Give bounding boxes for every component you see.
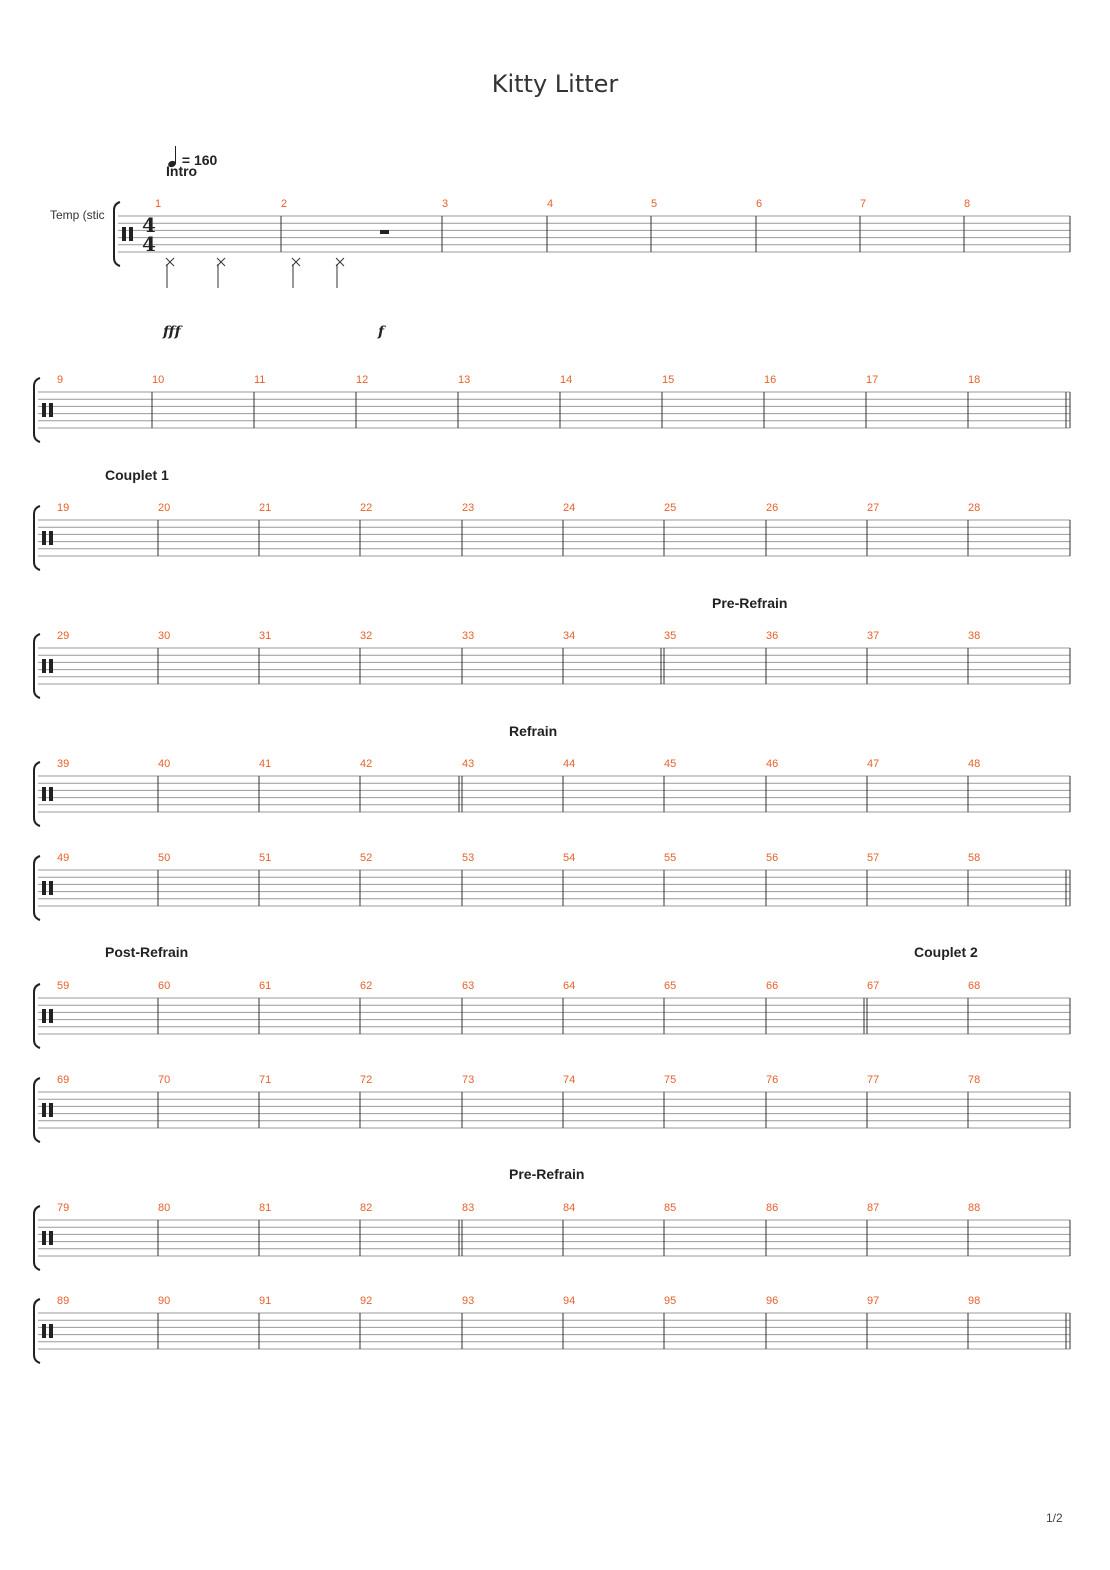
system-bracket <box>34 378 40 442</box>
percussion-clef-icon <box>42 403 46 417</box>
staff-system-5 <box>34 758 1070 826</box>
measure-number: 89 <box>57 1295 70 1307</box>
percussion-clef-icon <box>129 227 133 241</box>
system-bracket <box>34 634 40 698</box>
measure-number: 35 <box>664 630 677 642</box>
measure-number: 23 <box>462 502 475 514</box>
measure-number: 15 <box>662 374 675 386</box>
measure-number: 33 <box>462 630 475 642</box>
measure-number: 48 <box>968 758 981 770</box>
measure-number: 1 <box>155 198 162 210</box>
staff-system-9 <box>34 1202 1070 1270</box>
measure-number: 5 <box>651 198 658 210</box>
measure-number: 78 <box>968 1074 981 1086</box>
measure-number: 41 <box>259 758 272 770</box>
measure-number: 30 <box>158 630 171 642</box>
measure-number: 18 <box>968 374 981 386</box>
measure-number: 28 <box>968 502 981 514</box>
percussion-clef-icon <box>42 531 46 545</box>
measure-number: 43 <box>462 758 475 770</box>
measure-number: 52 <box>360 852 373 864</box>
measure-number: 42 <box>360 758 373 770</box>
measure-number: 65 <box>664 980 677 992</box>
measure-number: 76 <box>766 1074 779 1086</box>
time-signature-denominator: 4 <box>142 232 156 256</box>
percussion-clef-icon <box>49 659 53 673</box>
measure-number: 72 <box>360 1074 373 1086</box>
measure-number: 82 <box>360 1202 373 1214</box>
measure-number: 90 <box>158 1295 171 1307</box>
percussion-clef-icon <box>42 787 46 801</box>
measure-number: 29 <box>57 630 70 642</box>
staff-system-1 <box>114 198 1070 266</box>
measure-number: 94 <box>563 1295 576 1307</box>
percussion-clef-icon <box>49 787 53 801</box>
measure-number: 80 <box>158 1202 171 1214</box>
measure-number: 56 <box>766 852 779 864</box>
measure-number: 96 <box>766 1295 779 1307</box>
staff-system-6 <box>34 852 1070 920</box>
measure-number: 37 <box>867 630 880 642</box>
staff-system-10 <box>34 1295 1070 1363</box>
section-label-couplet-2: Couplet 2 <box>914 944 978 960</box>
measure-number: 59 <box>57 980 70 992</box>
measure-number: 51 <box>259 852 272 864</box>
measure-number: 58 <box>968 852 981 864</box>
measure-number: 73 <box>462 1074 475 1086</box>
measure-number: 7 <box>860 198 867 210</box>
measure-number: 34 <box>563 630 576 642</box>
measure-number: 2 <box>281 198 288 210</box>
section-label-refrain: Refrain <box>509 723 558 739</box>
measure-number: 11 <box>254 374 266 386</box>
section-label-couplet-1: Couplet 1 <box>105 467 169 483</box>
measure-number: 10 <box>152 374 165 386</box>
measure-number: 67 <box>867 980 880 992</box>
measure-number: 31 <box>259 630 272 642</box>
measure-number: 79 <box>57 1202 70 1214</box>
measure-number: 39 <box>57 758 70 770</box>
measure-number: 32 <box>360 630 373 642</box>
percussion-clef-icon <box>49 1324 53 1338</box>
measure-number: 84 <box>563 1202 576 1214</box>
time-signature-numerator: 4 <box>142 213 156 237</box>
measure-number: 55 <box>664 852 677 864</box>
measure-number: 74 <box>563 1074 576 1086</box>
percussion-clef-icon <box>42 1103 46 1117</box>
measure-number: 93 <box>462 1295 475 1307</box>
system-bracket <box>34 1206 40 1270</box>
measure-number: 91 <box>259 1295 272 1307</box>
measure-number: 14 <box>560 374 573 386</box>
measure-number: 70 <box>158 1074 171 1086</box>
measure-number: 40 <box>158 758 171 770</box>
measure-number: 60 <box>158 980 171 992</box>
measure-number: 95 <box>664 1295 677 1307</box>
measure-number: 97 <box>867 1295 880 1307</box>
percussion-clef-icon <box>42 881 46 895</box>
measure-number: 68 <box>968 980 981 992</box>
measure-number: 77 <box>867 1074 880 1086</box>
measure-number: 64 <box>563 980 576 992</box>
measure-number: 8 <box>964 198 971 210</box>
measure-number: 44 <box>563 758 576 770</box>
staff-system-2 <box>34 374 1070 442</box>
measure-number: 87 <box>867 1202 880 1214</box>
measure-number: 53 <box>462 852 475 864</box>
measure-number: 20 <box>158 502 171 514</box>
measure-number: 36 <box>766 630 779 642</box>
percussion-clef-icon <box>49 1231 53 1245</box>
measure-number: 75 <box>664 1074 677 1086</box>
percussion-clef-icon <box>49 881 53 895</box>
measure-number: 24 <box>563 502 576 514</box>
section-label-pre-refrain-2: Pre-Refrain <box>509 1166 585 1182</box>
measure-number: 88 <box>968 1202 981 1214</box>
percussion-clef-icon <box>42 1231 46 1245</box>
intro-notes <box>166 258 344 288</box>
instrument-label: Temp (stic <box>50 208 105 222</box>
measure-number: 17 <box>866 374 879 386</box>
measure-number: 16 <box>764 374 777 386</box>
staff-system-3 <box>34 502 1070 570</box>
dynamic-f: f <box>378 324 385 340</box>
measure-number: 54 <box>563 852 576 864</box>
percussion-clef-icon <box>49 1103 53 1117</box>
measure-number: 3 <box>442 198 449 210</box>
measure-number: 25 <box>664 502 677 514</box>
measure-number: 69 <box>57 1074 70 1086</box>
measure-number: 98 <box>968 1295 981 1307</box>
measure-number: 86 <box>766 1202 779 1214</box>
staff-system-8 <box>34 1074 1070 1142</box>
measure-number: 19 <box>57 502 70 514</box>
percussion-clef-icon <box>49 531 53 545</box>
section-label-post-refrain: Post-Refrain <box>105 944 189 960</box>
percussion-clef-icon <box>42 659 46 673</box>
measure-number: 38 <box>968 630 981 642</box>
section-label-pre-refrain: Pre-Refrain <box>712 595 788 611</box>
system-bracket <box>34 984 40 1048</box>
system-bracket <box>34 1078 40 1142</box>
rest-icon <box>380 230 389 234</box>
measure-number: 22 <box>360 502 373 514</box>
measure-number: 61 <box>259 980 272 992</box>
system-bracket <box>34 762 40 826</box>
system-bracket <box>34 506 40 570</box>
measure-number: 57 <box>867 852 880 864</box>
measure-number: 46 <box>766 758 779 770</box>
measure-number: 13 <box>458 374 471 386</box>
tempo-value: = 160 <box>181 152 218 168</box>
percussion-clef-icon <box>49 403 53 417</box>
measure-number: 85 <box>664 1202 677 1214</box>
measure-number: 9 <box>57 374 64 386</box>
measure-number: 66 <box>766 980 779 992</box>
measure-number: 62 <box>360 980 373 992</box>
measure-number: 83 <box>462 1202 475 1214</box>
percussion-clef-icon <box>42 1009 46 1023</box>
dynamic-fff: fff <box>163 324 181 340</box>
staff-system-4 <box>34 630 1070 698</box>
measure-number: 26 <box>766 502 779 514</box>
page-title: Kitty Litter <box>491 70 619 98</box>
measure-number: 63 <box>462 980 475 992</box>
system-bracket <box>34 1299 40 1363</box>
measure-number: 47 <box>867 758 880 770</box>
percussion-clef-icon <box>122 227 126 241</box>
measure-number: 21 <box>259 502 272 514</box>
measure-number: 6 <box>756 198 763 210</box>
measure-number: 12 <box>356 374 369 386</box>
percussion-clef-icon <box>42 1324 46 1338</box>
measure-number: 92 <box>360 1295 373 1307</box>
section-label-intro: Intro <box>166 163 198 179</box>
measure-number: 50 <box>158 852 171 864</box>
measure-number: 4 <box>547 198 554 210</box>
system-bracket <box>34 856 40 920</box>
measure-number: 71 <box>259 1074 272 1086</box>
system-bracket <box>114 202 120 266</box>
measure-number: 81 <box>259 1202 272 1214</box>
measure-number: 45 <box>664 758 677 770</box>
percussion-clef-icon <box>49 1009 53 1023</box>
measure-number: 49 <box>57 852 70 864</box>
page-number: 1/2 <box>1046 1511 1063 1525</box>
measure-number: 27 <box>867 502 880 514</box>
staff-system-7 <box>34 980 1070 1048</box>
